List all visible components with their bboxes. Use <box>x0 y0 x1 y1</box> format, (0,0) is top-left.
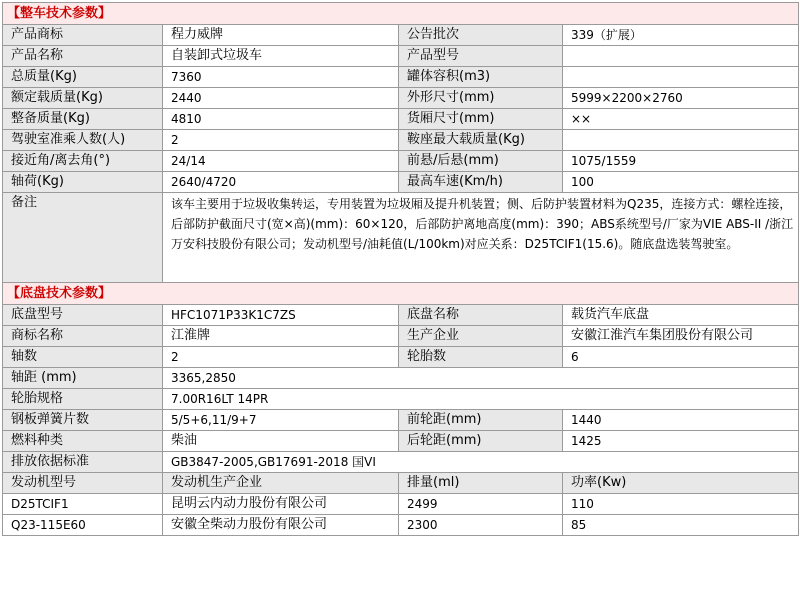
value-cell: ×× <box>563 109 799 130</box>
label-cell: 产品名称 <box>3 46 163 67</box>
value-cell: HFC1071P33K1C7ZS <box>163 305 399 326</box>
label-cell: 公告批次 <box>399 25 563 46</box>
label-cell: 接近角/离去角(°) <box>3 151 163 172</box>
tire-spec-label: 轮胎规格 <box>3 389 163 410</box>
table-row <box>3 452 799 473</box>
value-cell: 1440 <box>563 410 799 431</box>
value-cell: 24/14 <box>163 151 399 172</box>
label-cell: 生产企业 <box>399 326 563 347</box>
label-cell: 商标名称 <box>3 326 163 347</box>
label-cell: 产品型号 <box>399 46 563 67</box>
value-cell: 程力威牌 <box>163 25 399 46</box>
table-row <box>3 46 799 67</box>
label-cell: 外形尺寸(mm) <box>399 88 563 109</box>
value-cell: 6 <box>563 347 799 368</box>
column-header: 发动机型号 <box>3 473 163 494</box>
remark-text: 该车主要用于垃圾收集转运，专用装置为垃圾厢及提升机装置；侧、后防护装置材料为Q235，连接方式：螺栓连接，后部防护截面尺寸(宽×高)(mm)：60×120，后部防护离地高度(mm)：390；ABS系统型号/厂家为VIE ABS-II /浙江万安科技股份有限公司；发动机型号/油耗值(L/100km)对应关系：D25TCIF1(15.6)。随底盘选装驾驶室。 <box>163 193 799 283</box>
vehicle-section-title: 【整车技术参数】 <box>3 3 799 25</box>
column-header: 功率(Kw) <box>563 473 799 494</box>
engine-model: Q23-115E60 <box>3 515 163 536</box>
emission-label: 排放依据标准 <box>3 452 163 473</box>
label-cell: 底盘名称 <box>399 305 563 326</box>
value-cell <box>563 130 799 151</box>
value-cell: 柴油 <box>163 431 399 452</box>
engine-displacement: 2499 <box>399 494 563 515</box>
engine-header-row <box>3 473 799 494</box>
label-cell: 后轮距(mm) <box>399 431 563 452</box>
value-cell <box>563 46 799 67</box>
value-cell: 江淮牌 <box>163 326 399 347</box>
label-cell: 轴荷(Kg) <box>3 172 163 193</box>
engine-model: D25TCIF1 <box>3 494 163 515</box>
table-row <box>3 431 799 452</box>
table-row <box>3 326 799 347</box>
table-row <box>3 389 799 410</box>
label-cell: 最高车速(Km/h) <box>399 172 563 193</box>
engine-power: 85 <box>563 515 799 536</box>
table-row <box>3 410 799 431</box>
engine-maker: 安徽全柴动力股份有限公司 <box>163 515 399 536</box>
vehicle-section-header <box>3 3 799 25</box>
label-cell: 燃料种类 <box>3 431 163 452</box>
emission-value: GB3847-2005,GB17691-2018 国VI <box>163 452 799 473</box>
value-cell: 5/5+6,11/9+7 <box>163 410 399 431</box>
value-cell: 1425 <box>563 431 799 452</box>
chassis-section-title: 【底盘技术参数】 <box>3 283 799 305</box>
column-header: 发动机生产企业 <box>163 473 399 494</box>
remark-label: 备注 <box>3 193 163 283</box>
table-row <box>3 368 799 389</box>
value-cell: 2640/4720 <box>163 172 399 193</box>
value-cell: 自装卸式垃圾车 <box>163 46 399 67</box>
table-row <box>3 151 799 172</box>
label-cell: 产品商标 <box>3 25 163 46</box>
remark-row <box>3 193 799 283</box>
value-cell: 安徽江淮汽车集团股份有限公司 <box>563 326 799 347</box>
label-cell: 罐体容积(m3) <box>399 67 563 88</box>
value-cell: 100 <box>563 172 799 193</box>
engine-power: 110 <box>563 494 799 515</box>
label-cell: 前轮距(mm) <box>399 410 563 431</box>
value-cell: 339（扩展） <box>563 25 799 46</box>
engine-displacement: 2300 <box>399 515 563 536</box>
table-row <box>3 109 799 130</box>
label-cell: 驾驶室准乘人数(人) <box>3 130 163 151</box>
wheelbase-value: 3365,2850 <box>163 368 799 389</box>
label-cell: 鞍座最大载质量(Kg) <box>399 130 563 151</box>
table-row <box>3 305 799 326</box>
wheelbase-label: 轴距 (mm) <box>3 368 163 389</box>
table-row <box>3 67 799 88</box>
label-cell: 轴数 <box>3 347 163 368</box>
table-row <box>3 172 799 193</box>
value-cell: 载货汽车底盘 <box>563 305 799 326</box>
table-row <box>3 130 799 151</box>
table-row <box>3 88 799 109</box>
value-cell: 5999×2200×2760 <box>563 88 799 109</box>
label-cell: 轮胎数 <box>399 347 563 368</box>
value-cell: 1075/1559 <box>563 151 799 172</box>
label-cell: 额定载质量(Kg) <box>3 88 163 109</box>
engine-row <box>3 494 799 515</box>
label-cell: 底盘型号 <box>3 305 163 326</box>
value-cell: 2 <box>163 130 399 151</box>
label-cell: 货厢尺寸(mm) <box>399 109 563 130</box>
value-cell: 2440 <box>163 88 399 109</box>
spec-table <box>2 2 799 536</box>
label-cell: 整备质量(Kg) <box>3 109 163 130</box>
table-row <box>3 25 799 46</box>
label-cell: 总质量(Kg) <box>3 67 163 88</box>
table-row <box>3 347 799 368</box>
engine-row <box>3 515 799 536</box>
value-cell: 4810 <box>163 109 399 130</box>
value-cell: 2 <box>163 347 399 368</box>
engine-maker: 昆明云内动力股份有限公司 <box>163 494 399 515</box>
chassis-section-header <box>3 283 799 305</box>
label-cell: 钢板弹簧片数 <box>3 410 163 431</box>
value-cell <box>563 67 799 88</box>
value-cell: 7360 <box>163 67 399 88</box>
column-header: 排量(ml) <box>399 473 563 494</box>
label-cell: 前悬/后悬(mm) <box>399 151 563 172</box>
tire-spec-value: 7.00R16LT 14PR <box>163 389 799 410</box>
